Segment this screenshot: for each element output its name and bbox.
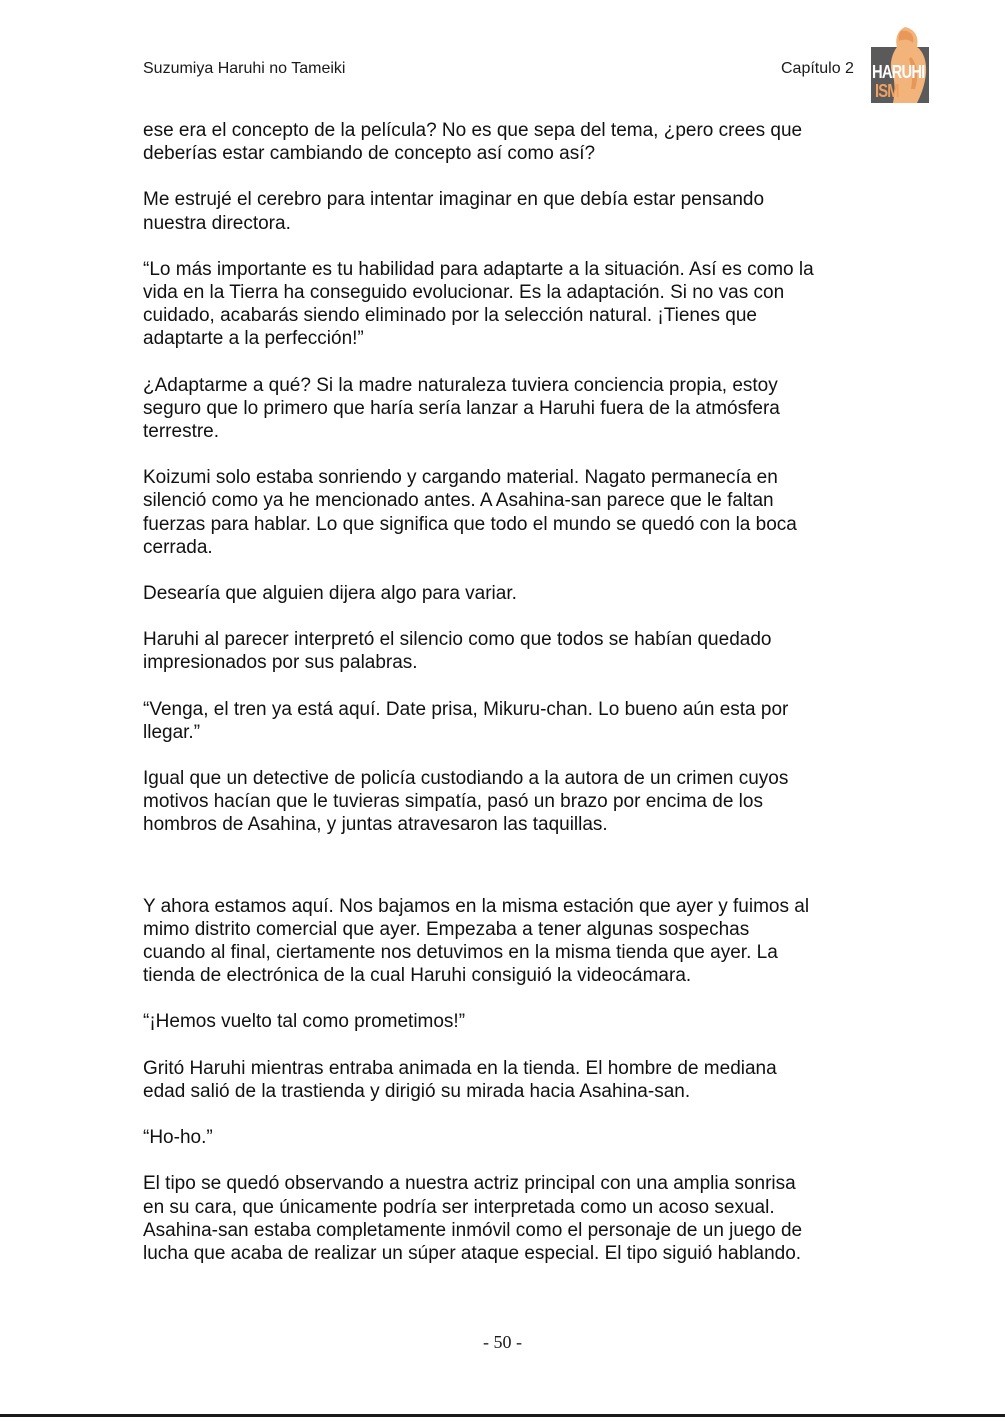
paragraph: Koizumi solo estaba sonriendo y cargando material. Nagato permanecía en silenció como ya he mencionado antes. A Asahina-san parece que le faltan fuerzas para hablar. Lo que significa que todo el mundo se quedó con la boca cerrada. xyxy=(143,467,797,558)
paragraph: El tipo se quedó observando a nuestra actriz principal con una amplia sonrisa en su cara, que únicamente podría ser interpretada como un acoso sexual. Asahina-san estaba completamente inmóvil como el personaje de un juego de lucha que acaba de realizar un súper ataque especial. El tipo siguió hablando. xyxy=(143,1173,803,1264)
chapter-label: Capítulo 2 xyxy=(781,60,854,77)
book-title: Suzumiya Haruhi no Tameiki xyxy=(143,60,346,77)
page-number: - 50 - xyxy=(483,1332,522,1352)
paragraph: “Ho-ho.” xyxy=(143,1127,213,1149)
paragraph: Haruhi al parecer interpretó el silencio como que todos se habían quedado impresionados por sus palabras. xyxy=(143,629,772,674)
paragraph: “¡Hemos vuelto tal como prometimos!” xyxy=(143,1011,466,1033)
paragraph: ese era el concepto de la película? No es que sepa del tema, ¿pero crees que deberías estar cambiando de concepto así como así? xyxy=(143,120,803,165)
paragraph: Me estrujé el cerebro para intentar imaginar en que debía estar pensando nuestra directora. xyxy=(143,189,765,234)
paragraph: Y ahora estamos aquí. Nos bajamos en la misma estación que ayer y fuimos al mimo distrito comercial que ayer. Empezaba a tener algunas sospechas cuando al final, ciertamente nos detuvimos en la misma tienda que ayer. La tienda de electrónica de la cual Haruhi consiguió la videocámara. xyxy=(143,895,810,987)
chapter-body xyxy=(143,119,865,1288)
haruhiism-logo xyxy=(871,27,929,103)
paragraph: Desearía que alguien dijera algo para variar. xyxy=(143,583,517,605)
paragraph: Igual que un detective de policía custodiando a la autora de un crimen cuyos motivos hacían que le tuvieras simpatía, pasó un brazo por encima de los hombros de Asahina, y juntas atravesaron las taquillas. xyxy=(143,768,789,836)
paragraph: ¿Adaptarme a qué? Si la madre naturaleza tuviera conciencia propia, estoy seguro que lo primero que haría sería lanzar a Haruhi fuera de la atmósfera terrestre. xyxy=(143,374,780,443)
paragraph: Gritó Haruhi mientras entraba animada en la tienda. El hombre de mediana edad salió de la trastienda y dirigió su mirada hacia Asahina-san. xyxy=(143,1057,777,1102)
paragraph: “Venga, el tren ya está aquí. Date prisa, Mikuru-chan. Lo bueno aún esta por llegar.” xyxy=(143,698,789,743)
logo-text-ism: ISM xyxy=(875,81,899,101)
bottom-divider xyxy=(0,1414,1005,1417)
page-header xyxy=(0,0,1005,110)
paragraph: “Lo más importante es tu habilidad para adaptarte a la situación. Así es como la vida en la Tierra ha conseguido evolucionar. Es la adaptación. Si no vas con cuidado, acabarás siendo eliminado por la selección natural. ¡Tienes que adaptarte a la perfección!” xyxy=(143,258,814,350)
logo-text-haruhi: HARUHI xyxy=(872,62,925,82)
